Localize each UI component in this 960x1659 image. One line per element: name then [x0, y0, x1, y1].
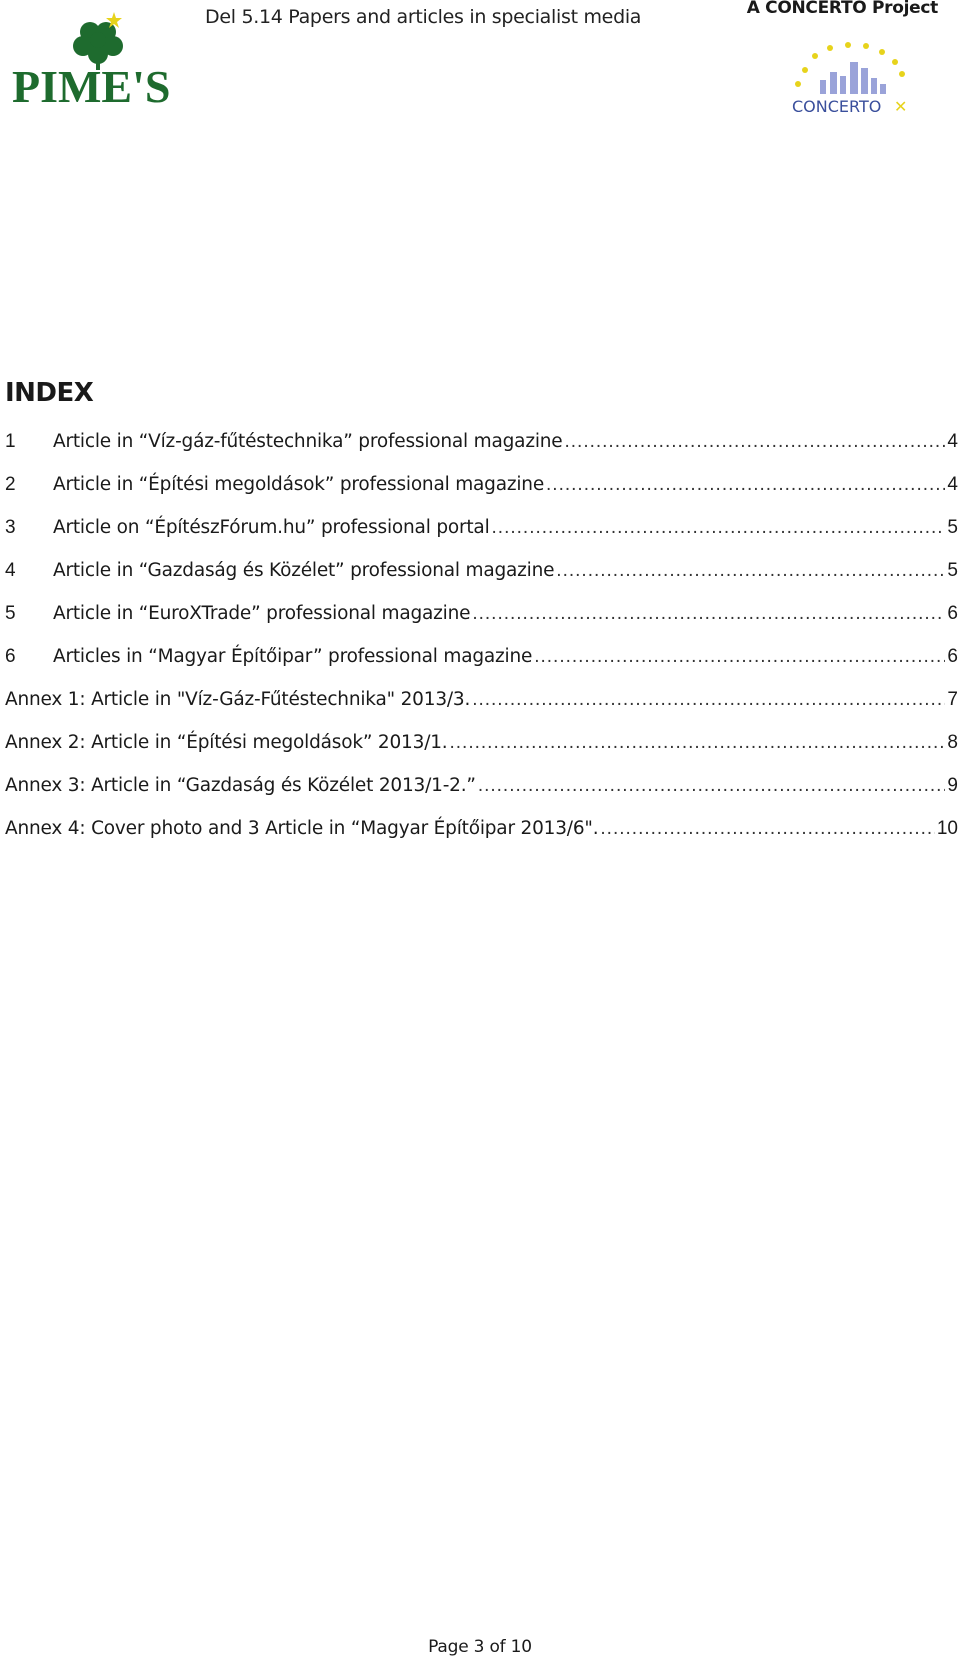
toc-dot-leader — [478, 775, 946, 797]
toc-entry[interactable] — [5, 506, 958, 549]
toc-entry-page: 8 — [947, 731, 958, 753]
toc-entry[interactable] — [5, 807, 958, 850]
toc-entry-title: Annex 1: Article in "Víz-Gáz-Fűtéstechnika" 2013/3. — [5, 689, 471, 710]
toc-entry[interactable] — [5, 635, 958, 678]
svg-text:PIME'S: PIME'S — [12, 61, 171, 112]
toc-entry[interactable] — [5, 721, 958, 764]
svg-text:✕: ✕ — [894, 97, 908, 116]
toc-dot-leader — [546, 474, 945, 496]
city-skyline-stars-icon — [795, 42, 905, 94]
table-of-contents — [5, 420, 958, 850]
toc-entry[interactable] — [5, 463, 958, 506]
page-number: Page 3 of 10 — [428, 1637, 532, 1657]
toc-dot-leader — [534, 646, 945, 668]
project-label: A CONCERTO Project — [746, 0, 938, 18]
toc-dot-leader — [472, 603, 945, 625]
toc-entry-title: Article in “EuroXTrade” professional magazine — [53, 603, 471, 624]
pimes-logo — [10, 4, 190, 114]
document-title: Del 5.14 Papers and articles in specialist media — [205, 6, 642, 28]
toc-entry-page: 4 — [947, 473, 958, 495]
toc-entry-title: Annex 4: Cover photo and 3 Article in “Magyar Építőipar 2013/6". — [5, 818, 599, 839]
toc-entry-number: 2 — [5, 473, 16, 495]
toc-entry-title: Article in “Építési megoldások” professional magazine — [53, 474, 545, 495]
toc-entry-title: Article on “ÉpítészFórum.hu” professional portal — [53, 517, 490, 538]
toc-entry-title: Article in “Víz-gáz-fűtéstechnika” professional magazine — [53, 431, 563, 452]
svg-text:CONCERTO: CONCERTO — [792, 97, 882, 116]
toc-entry-page: 4 — [947, 430, 958, 452]
toc-entry-page: 5 — [947, 516, 958, 538]
toc-entry-title: Article in “Gazdaság és Közélet” professional magazine — [53, 560, 555, 581]
toc-entry[interactable] — [5, 592, 958, 635]
toc-entry-page: 10 — [936, 817, 958, 839]
index-heading: INDEX — [5, 378, 94, 408]
toc-entry-number: 5 — [5, 602, 16, 624]
toc-entry-number: 6 — [5, 645, 16, 667]
concerto-logo — [790, 40, 915, 120]
toc-entry-title: Annex 2: Article in “Építési megoldások” 2013/1. — [5, 732, 448, 753]
toc-entry-number: 3 — [5, 516, 16, 538]
toc-entry-page: 6 — [947, 602, 958, 624]
toc-dot-leader — [472, 689, 945, 711]
toc-entry-number: 4 — [5, 559, 16, 581]
toc-dot-leader — [600, 818, 934, 840]
toc-dot-leader — [556, 560, 945, 582]
toc-dot-leader — [564, 431, 945, 453]
toc-entry[interactable] — [5, 420, 958, 463]
toc-entry[interactable] — [5, 678, 958, 721]
toc-entry[interactable] — [5, 764, 958, 807]
toc-entry-page: 7 — [947, 688, 958, 710]
toc-entry[interactable] — [5, 549, 958, 592]
toc-entry-page: 6 — [947, 645, 958, 667]
toc-entry-page: 9 — [947, 774, 958, 796]
toc-entry-page: 5 — [947, 559, 958, 581]
toc-dot-leader — [450, 732, 946, 754]
toc-entry-title: Articles in “Magyar Építőipar” professional magazine — [53, 646, 533, 667]
toc-entry-number: 1 — [5, 430, 16, 452]
toc-dot-leader — [492, 517, 946, 539]
toc-entry-title: Annex 3: Article in “Gazdaság és Közélet 2013/1-2.” — [5, 775, 476, 796]
